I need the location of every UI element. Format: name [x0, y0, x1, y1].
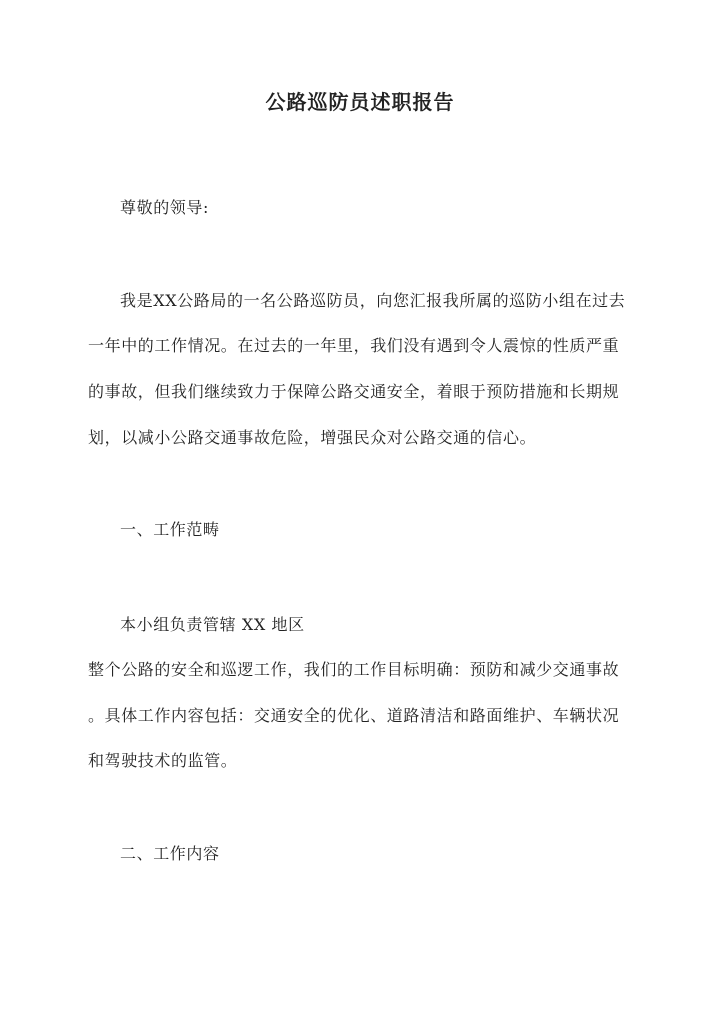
section1-line-3: 。具体工作内容包括：交通安全的优化、道路清洁和路面维护、车辆状况	[88, 706, 620, 725]
section1-line-1: 本小组负责管辖 XX 地区	[120, 615, 305, 634]
section-heading-1: 一、工作范畴	[120, 520, 220, 539]
intro-line-3: 的事故，但我们继续致力于保障公路交通安全，着眼于预防措施和长期规	[88, 382, 620, 401]
document-title: 公路巡防员述职报告	[265, 90, 455, 114]
section1-line-4: 和驾驶技术的监管。	[88, 751, 238, 770]
intro-line-1: 我是XX公路局的一名公路巡防员，向您汇报我所属的巡防小组在过去	[120, 291, 626, 310]
salutation: 尊敬的领导:	[120, 198, 209, 217]
intro-line-4: 划，以减小公路交通事故危险，增强民众对公路交通的信心。	[88, 428, 537, 447]
intro-line-2: 一年中的工作情况。在过去的一年里，我们没有遇到令人震惊的性质严重	[88, 336, 620, 355]
section-heading-2: 二、工作内容	[120, 844, 220, 863]
section1-line-2: 整个公路的安全和巡逻工作，我们的工作目标明确：预防和减少交通事故	[88, 660, 620, 679]
